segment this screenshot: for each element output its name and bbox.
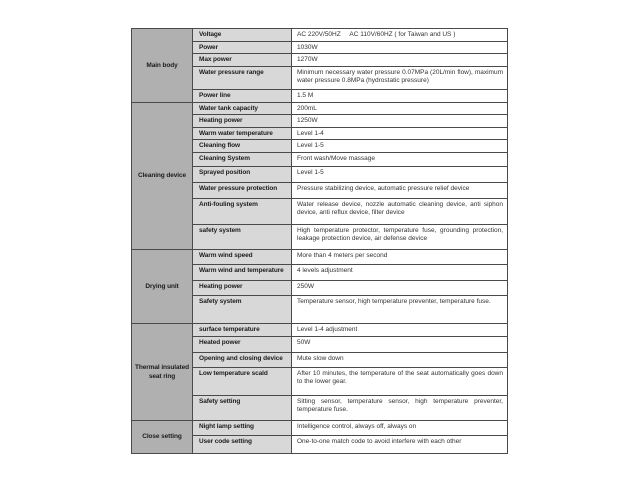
spec-label: Low temperature scald <box>193 368 292 395</box>
spec-row-warm-water-temperature <box>193 128 507 141</box>
spec-label: Heating power <box>193 281 292 295</box>
spec-label: safety system <box>193 225 292 249</box>
spec-value: Level 1-4 <box>292 128 507 140</box>
spec-row-night-lamp-setting <box>193 421 507 436</box>
section-rows <box>193 421 507 453</box>
spec-label: Power <box>193 42 292 54</box>
spec-value: 50W <box>292 337 507 352</box>
spec-label: Cleaning System <box>193 153 292 166</box>
section-rows <box>193 103 507 249</box>
spec-row-surface-temperature <box>193 324 507 337</box>
spec-row-user-code-setting <box>193 436 507 453</box>
spec-label: Heated power <box>193 337 292 352</box>
spec-row-water-pressure-protection <box>193 183 507 199</box>
spec-label: Night lamp setting <box>193 421 292 435</box>
spec-value: Intelligence control, always off, always on <box>292 421 507 435</box>
spec-value: 200mL <box>292 103 507 115</box>
spec-value: Minimum necessary water pressure 0.07MPa (20L/min flow), maximum water pressure 0.8MPa (hydrostatic pressure) <box>292 67 507 89</box>
spec-value: Level 1-5 <box>292 167 507 182</box>
spec-value: Pressure stabilizing device, automatic pressure relief device <box>292 183 507 198</box>
spec-value: 1030W <box>292 42 507 54</box>
spec-row-water-tank-capacity <box>193 103 507 116</box>
spec-value: 1250W <box>292 115 507 127</box>
spec-row-power <box>193 42 507 55</box>
spec-row-safety-setting <box>193 396 507 420</box>
section-thermal-insulated-seat-ring <box>132 324 507 421</box>
spec-row-warm-wind-and-temperature <box>193 265 507 281</box>
spec-row-power-line <box>193 90 507 102</box>
spec-value: 250W <box>292 281 507 295</box>
spec-row-sprayed-position <box>193 167 507 183</box>
spec-value: Level 1-4 adjustment <box>292 324 507 336</box>
section-cleaning-device <box>132 103 507 250</box>
spec-label: Safety setting <box>193 396 292 420</box>
spec-value: High temperature protector, temperature fuse, grounding protection, leakage protection device, air defense device <box>292 225 507 249</box>
spec-table <box>131 28 508 454</box>
section-rows <box>193 29 507 102</box>
spec-row-safety-system <box>193 296 507 323</box>
spec-value: Water release device, nozzle automatic cleaning device, anti siphon device, anti reflux device, filter device <box>292 199 507 224</box>
section-main-body <box>132 29 507 103</box>
spec-row-cleaning-flow <box>193 140 507 153</box>
spec-label: Heating power <box>193 115 292 127</box>
spec-label: Max power <box>193 54 292 66</box>
spec-value: Mute slow down <box>292 353 507 367</box>
spec-row-cleaning-system <box>193 153 507 167</box>
spec-row-heated-power <box>193 337 507 353</box>
section-rows <box>193 250 507 323</box>
spec-label: Warm wind speed <box>193 250 292 264</box>
section-label: Main body <box>132 29 193 102</box>
spec-label: Water tank capacity <box>193 103 292 115</box>
spec-value: Sitting sensor, temperature sensor, high temperature preventer, temperature fuse. <box>292 396 507 420</box>
spec-label: Sprayed position <box>193 167 292 182</box>
spec-value: Front wash/Move massage <box>292 153 507 166</box>
spec-label: Warm water temperature <box>193 128 292 140</box>
spec-label: Anti-fouling system <box>193 199 292 224</box>
spec-value: One-to-one match code to avoid interfere with each other <box>292 436 507 453</box>
spec-value: Temperature sensor, high temperature preventer, temperature fuse. <box>292 296 507 323</box>
spec-row-max-power <box>193 54 507 67</box>
section-label: Drying unit <box>132 250 193 323</box>
spec-row-safety-system <box>193 225 507 249</box>
section-label: Close setting <box>132 421 193 453</box>
spec-label: Water pressure protection <box>193 183 292 198</box>
spec-row-voltage <box>193 29 507 42</box>
spec-label: Opening and closing device <box>193 353 292 367</box>
spec-row-heating-power <box>193 281 507 296</box>
section-label: Cleaning device <box>132 103 193 249</box>
spec-value: 4 levels adjustment <box>292 265 507 280</box>
spec-row-opening-and-closing-device <box>193 353 507 368</box>
spec-label: Warm wind and temperature <box>193 265 292 280</box>
spec-row-anti-fouling-system <box>193 199 507 225</box>
spec-label: Cleaning flow <box>193 140 292 152</box>
spec-value: 1270W <box>292 54 507 66</box>
section-drying-unit <box>132 250 507 324</box>
spec-label: surface temperature <box>193 324 292 336</box>
spec-row-heating-power <box>193 115 507 128</box>
spec-label: Water pressure range <box>193 67 292 89</box>
spec-label: User code setting <box>193 436 292 453</box>
spec-row-low-temperature-scald <box>193 368 507 396</box>
section-close-setting <box>132 421 507 454</box>
spec-value: AC 220V/50HZ AC 110V/60HZ ( for Taiwan and US ) <box>292 29 507 41</box>
spec-value: Level 1-5 <box>292 140 507 152</box>
spec-row-warm-wind-speed <box>193 250 507 265</box>
spec-value: 1.5 M <box>292 90 507 102</box>
section-label: Thermal insulated seat ring <box>132 324 193 420</box>
spec-row-water-pressure-range <box>193 67 507 90</box>
spec-value: More than 4 meters per second <box>292 250 507 264</box>
spec-label: Safety system <box>193 296 292 323</box>
section-rows <box>193 324 507 420</box>
spec-value: After 10 minutes, the temperature of the seat automatically goes down to the lower gear. <box>292 368 507 395</box>
spec-label: Voltage <box>193 29 292 41</box>
spec-label: Power line <box>193 90 292 102</box>
